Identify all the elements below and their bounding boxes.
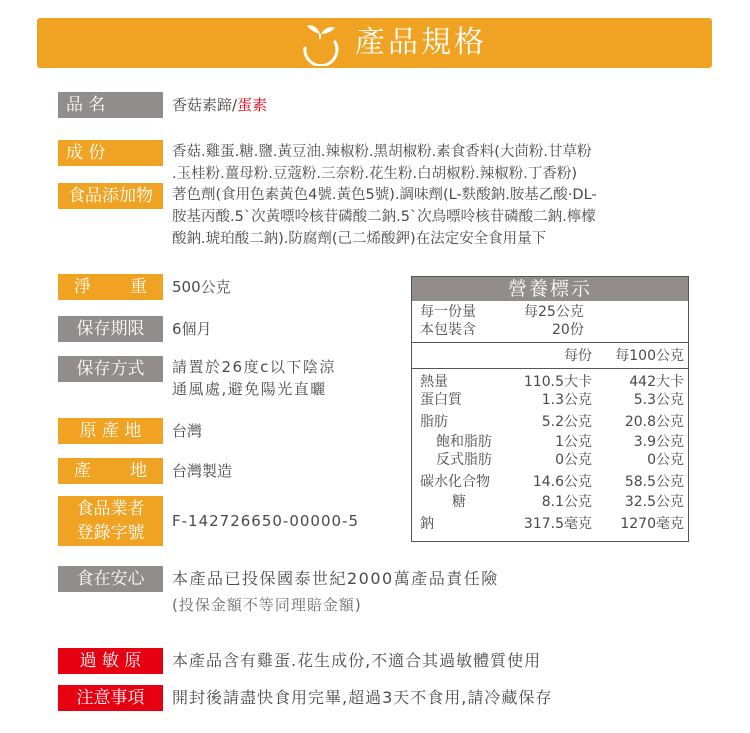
nutrient-per-100g: 32.5公克	[624, 494, 684, 510]
servings-value: 20份	[552, 322, 584, 338]
nutrient-name: 熱量	[420, 374, 448, 390]
producer-label: 產 地	[58, 458, 163, 484]
caution-label: 注意事項	[58, 685, 163, 711]
ingredients-line-2: .玉桂粉.薑母粉.豆蔻粉.三奈粉.花生粉.白胡椒粉.辣椒粉.丁香粉)	[172, 166, 578, 182]
orange-logo-icon	[295, 20, 345, 66]
additives-line-1: 著色劑(食用色素黃色4號.黃色5號).調味劑(L-麩酸鈉.胺基乙酸·DL-	[172, 187, 597, 203]
allergen-value: 本產品含有雞蛋.花生成份,不適合其過敏體質使用	[172, 651, 542, 670]
nutrient-per-100g: 442大卡	[629, 374, 684, 390]
insurance-label: 食在安心	[58, 566, 163, 592]
ingredients-label: 成 份	[58, 140, 163, 166]
nutrient-per-100g: 0公克	[647, 452, 684, 468]
storage-label: 保存方式	[58, 356, 163, 382]
header-banner	[37, 18, 712, 68]
insurance-note: (投保金額不等同理賠金額)	[172, 596, 362, 614]
registration-value: F-142726650-00000-5	[172, 512, 360, 530]
nutrition-divider	[412, 368, 688, 369]
additives-line-3: 酸鈉.琥珀酸二鈉).防腐劑(己二烯酸鉀)在法定安全食用量下	[172, 231, 547, 247]
product-name-main: 香菇素蹄/	[172, 96, 238, 114]
additives-label: 食品添加物	[58, 183, 163, 209]
servings-label: 本包裝含	[420, 322, 476, 338]
nutrient-per-serving: 8.1公克	[541, 494, 592, 510]
nutrient-per-serving: 110.5大卡	[523, 374, 592, 390]
ingredients-line-1: 香菇.雞蛋.糖.鹽.黃豆油.辣椒粉.黑胡椒粉.素食香料(大茴粉.甘草粉	[172, 144, 592, 160]
nutrient-per-serving: 1.3公克	[541, 392, 592, 408]
producer-value: 台灣製造	[172, 462, 233, 480]
caution-value: 開封後請盡快食用完畢,超過3天不食用,請冷藏保存	[172, 688, 553, 707]
nutrient-per-100g: 3.9公克	[633, 434, 684, 450]
origin-value: 台灣	[172, 422, 203, 440]
nutrient-per-100g: 5.3公克	[633, 392, 684, 408]
nutrient-name: 飽和脂肪	[436, 434, 492, 450]
nutrient-per-100g: 1270毫克	[620, 516, 684, 532]
allergen-label: 過 敏 原	[58, 648, 163, 674]
nutrient-per-serving: 5.2公克	[541, 414, 592, 430]
nutrient-per-serving: 0公克	[555, 452, 592, 468]
additives-line-2: 胺基丙酸.5`次黃嘌呤核苷磷酸二鈉.5`次鳥嘌呤核苷磷酸二鈉.檸檬	[172, 209, 596, 225]
registration-label: 食品業者 登錄字號	[58, 496, 163, 546]
nutrient-per-100g: 58.5公克	[624, 474, 684, 490]
nutrient-per-serving: 317.5毫克	[523, 516, 592, 532]
nutrient-name: 反式脂肪	[436, 452, 492, 468]
nutrient-name: 鈉	[420, 516, 434, 532]
nutrition-divider	[412, 342, 688, 343]
net-weight-value: 500公克	[172, 278, 231, 296]
shelf-life-label: 保存期限	[58, 316, 163, 342]
insurance-value: 本產品已投保國泰世紀2000萬產品責任險	[172, 569, 499, 588]
nutrient-per-serving: 1公克	[555, 434, 592, 450]
nutrient-name: 脂肪	[420, 414, 448, 430]
origin-label: 原 產 地	[58, 418, 163, 444]
nutrient-name: 碳水化合物	[420, 474, 490, 490]
nutrient-per-100g: 20.8公克	[624, 414, 684, 430]
storage-line-1: 請置於26度c以下陰涼	[172, 358, 336, 376]
serving-size-label: 每一份量	[420, 304, 476, 320]
product-name-highlight: 蛋素	[237, 96, 268, 114]
nutrition-table	[411, 276, 689, 542]
shelf-life-value: 6個月	[172, 320, 212, 338]
product-name-label: 品 名	[58, 92, 163, 118]
col-header-per-serving: 每份	[564, 348, 592, 364]
product-name-value	[172, 94, 267, 116]
col-header-per-100g: 每100公克	[615, 348, 684, 364]
page-title: 產品規格	[355, 25, 487, 60]
nutrient-name: 蛋白質	[420, 392, 462, 408]
net-weight-label: 淨 重	[58, 274, 163, 300]
nutrient-name: 糖	[452, 494, 466, 510]
serving-size-value: 每25公克	[524, 304, 584, 320]
nutrition-title: 營養標示	[412, 277, 688, 301]
nutrient-per-serving: 14.6公克	[532, 474, 592, 490]
storage-line-2: 通風處,避免陽光直曬	[172, 380, 327, 398]
